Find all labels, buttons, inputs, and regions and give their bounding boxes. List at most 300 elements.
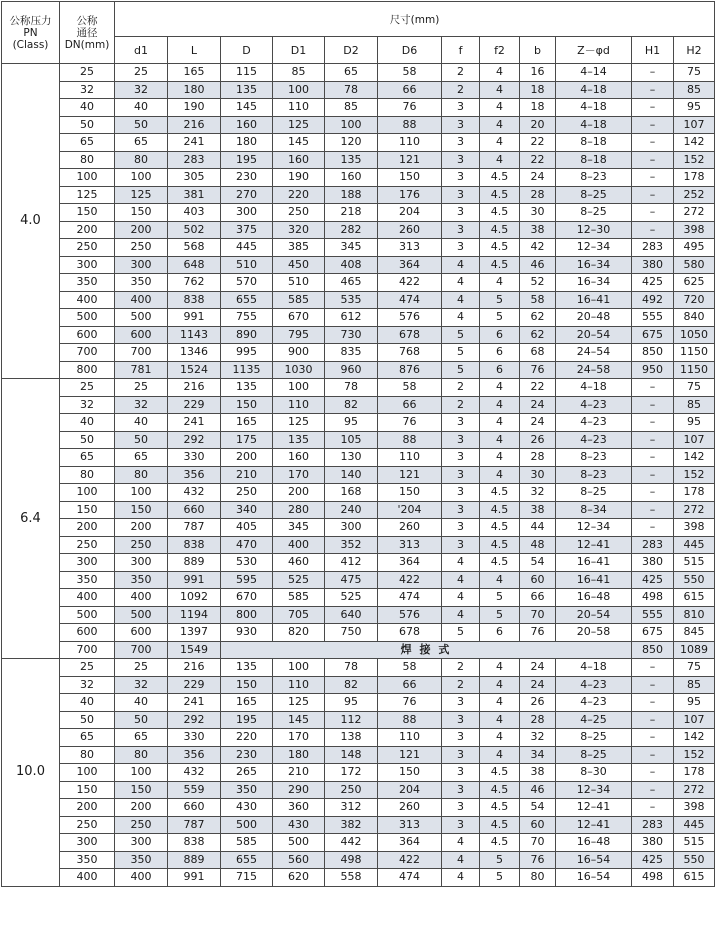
dimension-cell: 66 xyxy=(378,676,442,694)
dimension-cell: 4 xyxy=(480,134,520,152)
dimension-cell: 110 xyxy=(378,134,442,152)
dimension-cell: – xyxy=(632,379,674,397)
dimension-cell: 40 xyxy=(115,694,168,712)
dimension-cell: 655 xyxy=(221,291,273,309)
dimension-cell: 2 xyxy=(442,81,480,99)
dimension-cell: 148 xyxy=(325,746,378,764)
dimension-cell: 150 xyxy=(115,501,168,519)
dimension-cell: 510 xyxy=(221,256,273,274)
dn-cell: 350 xyxy=(60,571,115,589)
header-col-l: L xyxy=(168,37,221,64)
dimension-cell: 38 xyxy=(520,764,556,782)
dn-cell: 50 xyxy=(60,711,115,729)
dimension-cell: 3 xyxy=(442,501,480,519)
dimension-cell: 352 xyxy=(325,536,378,554)
dimension-cell: 559 xyxy=(168,781,221,799)
dimension-cell: 475 xyxy=(325,571,378,589)
dimension-cell: 28 xyxy=(520,449,556,467)
dimension-cell: 180 xyxy=(273,746,325,764)
dimension-cell: 8–34 xyxy=(556,501,632,519)
dimension-cell: – xyxy=(632,116,674,134)
dimension-cell: 313 xyxy=(378,536,442,554)
dimension-cell: 660 xyxy=(168,799,221,817)
dimension-cell: 850 xyxy=(632,641,674,659)
dimension-cell: 1092 xyxy=(168,589,221,607)
dimension-cell: 555 xyxy=(632,309,674,327)
dimension-cell: 4 xyxy=(480,746,520,764)
dimension-cell: 4–18 xyxy=(556,99,632,117)
dimension-cell: 715 xyxy=(221,869,273,887)
dn-cell: 25 xyxy=(60,64,115,82)
dimension-cell: 422 xyxy=(378,571,442,589)
dimension-cell: 890 xyxy=(221,326,273,344)
dimension-cell: 1150 xyxy=(674,361,715,379)
dimension-cell: 250 xyxy=(115,536,168,554)
dn-cell: 32 xyxy=(60,81,115,99)
dn-cell: 300 xyxy=(60,256,115,274)
dimension-cell: 115 xyxy=(221,64,273,82)
dimension-cell: 400 xyxy=(115,589,168,607)
dimension-cell: 425 xyxy=(632,571,674,589)
dn-cell: 600 xyxy=(60,624,115,642)
dimension-cell: 835 xyxy=(325,344,378,362)
table-row xyxy=(2,309,715,327)
dimension-cell: 52 xyxy=(520,274,556,292)
dimension-cell: 555 xyxy=(632,606,674,624)
header-col-d: D xyxy=(221,37,273,64)
dimension-cell: 4.5 xyxy=(480,799,520,817)
dn-cell: 500 xyxy=(60,606,115,624)
table-row xyxy=(2,746,715,764)
dimension-cell: 165 xyxy=(221,694,273,712)
dimension-cell: 150 xyxy=(221,676,273,694)
dimension-cell: 422 xyxy=(378,851,442,869)
dimension-cell: 195 xyxy=(221,711,273,729)
dimension-cell: 400 xyxy=(115,869,168,887)
header-size: 尺寸(mm) xyxy=(115,2,715,37)
dimension-cell: 252 xyxy=(674,186,715,204)
dimension-cell: 110 xyxy=(273,99,325,117)
dimension-cell: 840 xyxy=(674,309,715,327)
dimension-cell: 75 xyxy=(674,379,715,397)
dimension-cell: 4 xyxy=(480,659,520,677)
dimension-cell: 152 xyxy=(674,151,715,169)
dimension-cell: 3 xyxy=(442,204,480,222)
dimension-cell: 558 xyxy=(325,869,378,887)
dimension-cell: 58 xyxy=(378,64,442,82)
dimension-cell: 34 xyxy=(520,746,556,764)
dimension-cell: 130 xyxy=(325,449,378,467)
dimension-cell: 787 xyxy=(168,519,221,537)
dn-cell: 32 xyxy=(60,676,115,694)
dimension-cell: 705 xyxy=(273,606,325,624)
dimension-cell: 4 xyxy=(480,274,520,292)
dimension-cell: – xyxy=(632,414,674,432)
dimension-cell: 180 xyxy=(168,81,221,99)
dimension-cell: 292 xyxy=(168,431,221,449)
dimension-cell: 12–30 xyxy=(556,221,632,239)
dimension-cell: 100 xyxy=(115,169,168,187)
dimension-cell: 3 xyxy=(442,799,480,817)
dimension-cell: – xyxy=(632,694,674,712)
dimension-cell: 20 xyxy=(520,116,556,134)
table-header xyxy=(2,2,715,64)
dimension-cell: 54 xyxy=(520,799,556,817)
dimension-cell: 445 xyxy=(221,239,273,257)
dn-cell: 250 xyxy=(60,536,115,554)
table-row xyxy=(2,81,715,99)
dimension-cell: 160 xyxy=(273,449,325,467)
dimension-cell: 1346 xyxy=(168,344,221,362)
dimension-cell: 422 xyxy=(378,274,442,292)
dn-cell: 65 xyxy=(60,449,115,467)
dimension-cell: 20–54 xyxy=(556,326,632,344)
dimension-cell: 121 xyxy=(378,466,442,484)
dimension-cell: 230 xyxy=(221,169,273,187)
dimension-cell: 165 xyxy=(168,64,221,82)
dimension-cell: 140 xyxy=(325,466,378,484)
dimension-cell: 4.5 xyxy=(480,484,520,502)
dimension-cell: – xyxy=(632,711,674,729)
dimension-cell: 22 xyxy=(520,379,556,397)
dimension-cell: 3 xyxy=(442,781,480,799)
dimension-cell: 216 xyxy=(168,659,221,677)
dimension-cell: 8–18 xyxy=(556,151,632,169)
dimension-cell: – xyxy=(632,764,674,782)
dimension-cell: 85 xyxy=(674,676,715,694)
dimension-cell: 5 xyxy=(442,344,480,362)
dimension-cell: 4.5 xyxy=(480,536,520,554)
dimension-cell: – xyxy=(632,169,674,187)
dimension-cell: 4–23 xyxy=(556,676,632,694)
dimension-cell: 250 xyxy=(325,781,378,799)
dn-cell: 150 xyxy=(60,781,115,799)
dimension-cell: 810 xyxy=(674,606,715,624)
dimension-cell: 500 xyxy=(221,816,273,834)
dn-cell: 150 xyxy=(60,204,115,222)
dimension-cell: – xyxy=(632,431,674,449)
dimension-cell: 375 xyxy=(221,221,273,239)
dn-cell: 25 xyxy=(60,659,115,677)
dimension-cell: 229 xyxy=(168,396,221,414)
dimension-cell: 145 xyxy=(221,99,273,117)
table-row xyxy=(2,606,715,624)
table-row xyxy=(2,676,715,694)
dimension-cell: 110 xyxy=(378,449,442,467)
dimension-cell: 229 xyxy=(168,676,221,694)
dimension-cell: 4.5 xyxy=(480,221,520,239)
dimension-cell: 750 xyxy=(325,624,378,642)
dimension-cell: 25 xyxy=(115,64,168,82)
dimension-cell: 889 xyxy=(168,554,221,572)
dimension-cell: 474 xyxy=(378,869,442,887)
dimension-cell: 380 xyxy=(632,834,674,852)
dn-cell: 50 xyxy=(60,431,115,449)
dimension-cell: 195 xyxy=(221,151,273,169)
dimension-cell: 4 xyxy=(442,589,480,607)
dimension-cell: 580 xyxy=(674,256,715,274)
header-col-f: f xyxy=(442,37,480,64)
dimension-cell: 260 xyxy=(378,799,442,817)
dimension-cell: 4 xyxy=(442,554,480,572)
dimension-cell: 283 xyxy=(632,239,674,257)
dimension-cell: 46 xyxy=(520,256,556,274)
dimension-cell: 16–41 xyxy=(556,571,632,589)
dimension-cell: 85 xyxy=(273,64,325,82)
dimension-cell: 535 xyxy=(325,291,378,309)
dimension-cell: 107 xyxy=(674,116,715,134)
dimension-cell: 4–23 xyxy=(556,396,632,414)
dimension-cell: 12–41 xyxy=(556,536,632,554)
dimension-cell: 1549 xyxy=(168,641,221,659)
dimension-cell: 175 xyxy=(221,431,273,449)
dimension-cell: 1150 xyxy=(674,344,715,362)
dimension-cell: 172 xyxy=(325,764,378,782)
dimension-cell: 4–25 xyxy=(556,711,632,729)
dimension-cell: 615 xyxy=(674,869,715,887)
dimension-cell: 4.5 xyxy=(480,834,520,852)
dimension-cell: – xyxy=(632,781,674,799)
dimension-cell: 24 xyxy=(520,414,556,432)
dimension-cell: 95 xyxy=(674,99,715,117)
dimension-cell: 400 xyxy=(115,291,168,309)
dimension-cell: 4.5 xyxy=(480,204,520,222)
dimension-cell: 26 xyxy=(520,431,556,449)
table-row xyxy=(2,711,715,729)
dimension-cell: 381 xyxy=(168,186,221,204)
dimension-cell: 364 xyxy=(378,256,442,274)
dimension-cell: 60 xyxy=(520,816,556,834)
dimension-cell: 4–18 xyxy=(556,81,632,99)
dimension-cell: 991 xyxy=(168,571,221,589)
dimension-cell: 612 xyxy=(325,309,378,327)
table-row xyxy=(2,449,715,467)
dimension-cell: 300 xyxy=(115,834,168,852)
dimension-cell: 889 xyxy=(168,851,221,869)
dn-cell: 65 xyxy=(60,729,115,747)
dimension-cell: 442 xyxy=(325,834,378,852)
header-col-d6: D6 xyxy=(378,37,442,64)
dimension-cell: 2 xyxy=(442,64,480,82)
dimension-cell: 600 xyxy=(115,624,168,642)
dimension-cell: 568 xyxy=(168,239,221,257)
dn-cell: 700 xyxy=(60,344,115,362)
dn-cell: 400 xyxy=(60,291,115,309)
dimension-cell: 525 xyxy=(325,589,378,607)
dimension-cell: 110 xyxy=(378,729,442,747)
dimension-cell: 78 xyxy=(325,81,378,99)
dimension-cell: 3 xyxy=(442,169,480,187)
dimension-cell: 150 xyxy=(221,396,273,414)
dimension-cell: 8–23 xyxy=(556,449,632,467)
dimension-cell: 100 xyxy=(273,379,325,397)
dn-cell: 100 xyxy=(60,764,115,782)
dimension-cell: 125 xyxy=(273,694,325,712)
dimension-cell: 200 xyxy=(221,449,273,467)
dimension-cell: 105 xyxy=(325,431,378,449)
dimension-cell: 460 xyxy=(273,554,325,572)
dimension-cell: 280 xyxy=(273,501,325,519)
dimension-cell: 250 xyxy=(115,816,168,834)
dimension-cell: 4 xyxy=(442,851,480,869)
pressure-class-cell: 10.0 xyxy=(2,659,60,887)
table-row xyxy=(2,816,715,834)
dimension-cell: 20–54 xyxy=(556,606,632,624)
dimension-cell: 4 xyxy=(480,711,520,729)
dimension-cell: 107 xyxy=(674,431,715,449)
dimension-cell: 498 xyxy=(632,589,674,607)
dimension-cell: 88 xyxy=(378,431,442,449)
dimension-cell: 432 xyxy=(168,484,221,502)
dimension-cell: 755 xyxy=(221,309,273,327)
dimension-cell: 470 xyxy=(221,536,273,554)
dimension-cell: 660 xyxy=(168,501,221,519)
dimension-cell: 60 xyxy=(520,571,556,589)
dimension-cell: 3 xyxy=(442,746,480,764)
dimension-cell: 3 xyxy=(442,239,480,257)
table-row xyxy=(2,589,715,607)
dimension-cell: 48 xyxy=(520,536,556,554)
dimension-cell: 218 xyxy=(325,204,378,222)
dimension-cell: 283 xyxy=(632,536,674,554)
header-dn: 公称 通径 DN(mm) xyxy=(60,2,115,64)
dimension-cell: – xyxy=(632,676,674,694)
dimension-cell: 24 xyxy=(520,676,556,694)
dimension-cell: 5 xyxy=(480,606,520,624)
dimension-cell: 2 xyxy=(442,676,480,694)
dimension-cell: 345 xyxy=(273,519,325,537)
dimension-cell: 4 xyxy=(442,834,480,852)
dimension-cell: 100 xyxy=(273,659,325,677)
dimension-cell: 4 xyxy=(480,449,520,467)
dimension-cell: 75 xyxy=(674,659,715,677)
dimension-cell: 168 xyxy=(325,484,378,502)
dimension-cell: 272 xyxy=(674,501,715,519)
dimension-cell: 76 xyxy=(378,414,442,432)
dimension-cell: 135 xyxy=(273,431,325,449)
dimension-cell: 4 xyxy=(480,396,520,414)
dimension-cell: 4.5 xyxy=(480,764,520,782)
dimension-cell: 24–54 xyxy=(556,344,632,362)
dimension-cell: – xyxy=(632,659,674,677)
table-row xyxy=(2,379,715,397)
dimension-cell: 80 xyxy=(115,151,168,169)
dimension-cell: 100 xyxy=(325,116,378,134)
dimension-cell: 121 xyxy=(378,151,442,169)
dimension-cell: 25 xyxy=(115,659,168,677)
dimension-cell: – xyxy=(632,501,674,519)
dimension-cell: 24 xyxy=(520,659,556,677)
dn-cell: 150 xyxy=(60,501,115,519)
dimension-cell: 30 xyxy=(520,204,556,222)
dimension-cell: 80 xyxy=(115,746,168,764)
dimension-cell: 8–25 xyxy=(556,204,632,222)
dimension-cell: 150 xyxy=(378,169,442,187)
dimension-cell: 3 xyxy=(442,816,480,834)
dimension-cell: 220 xyxy=(273,186,325,204)
dimension-cell: 350 xyxy=(115,274,168,292)
dimension-cell: 12–41 xyxy=(556,799,632,817)
dimension-cell: 960 xyxy=(325,361,378,379)
dimension-cell: 216 xyxy=(168,379,221,397)
dimension-cell: 995 xyxy=(221,344,273,362)
dimension-cell: 3 xyxy=(442,484,480,502)
dimension-cell: 152 xyxy=(674,746,715,764)
dimension-cell: 408 xyxy=(325,256,378,274)
table-row xyxy=(2,326,715,344)
dimension-cell: 78 xyxy=(325,659,378,677)
dimension-cell: 240 xyxy=(325,501,378,519)
dimension-cell: 76 xyxy=(520,851,556,869)
dimension-cell: 12–34 xyxy=(556,239,632,257)
dimension-cell: 85 xyxy=(325,99,378,117)
dimension-cell: 474 xyxy=(378,291,442,309)
dimension-cell: 272 xyxy=(674,204,715,222)
dimension-cell: 216 xyxy=(168,116,221,134)
dimension-cell: 4 xyxy=(480,64,520,82)
table-row xyxy=(2,624,715,642)
dimension-cell: 1030 xyxy=(273,361,325,379)
dimension-cell: 82 xyxy=(325,396,378,414)
dimension-cell: 142 xyxy=(674,729,715,747)
table-row xyxy=(2,291,715,309)
dimension-cell: 54 xyxy=(520,554,556,572)
table-row xyxy=(2,519,715,537)
table-row xyxy=(2,869,715,887)
dimension-cell: 50 xyxy=(115,711,168,729)
dimension-cell: 4 xyxy=(442,571,480,589)
dimension-cell: 8–25 xyxy=(556,186,632,204)
dimension-cell: 58 xyxy=(378,659,442,677)
dimension-cell: – xyxy=(632,186,674,204)
table-row xyxy=(2,764,715,782)
dimension-cell: 26 xyxy=(520,694,556,712)
dimension-cell: 4–23 xyxy=(556,431,632,449)
dn-cell: 500 xyxy=(60,309,115,327)
dimension-cell: 398 xyxy=(674,519,715,537)
dimension-cell: 138 xyxy=(325,729,378,747)
table-row xyxy=(2,151,715,169)
dimension-cell: 398 xyxy=(674,799,715,817)
dimension-cell: 950 xyxy=(632,361,674,379)
dimension-cell: 4–23 xyxy=(556,414,632,432)
dimension-cell: 350 xyxy=(221,781,273,799)
dn-cell: 65 xyxy=(60,134,115,152)
dimension-cell: 465 xyxy=(325,274,378,292)
dimension-cell: 474 xyxy=(378,589,442,607)
dimension-cell: – xyxy=(632,134,674,152)
dimension-cell: 300 xyxy=(115,554,168,572)
dimension-cell: 8–25 xyxy=(556,746,632,764)
dimension-cell: 283 xyxy=(168,151,221,169)
dimension-cell: 62 xyxy=(520,326,556,344)
dimension-cell: 515 xyxy=(674,834,715,852)
dimension-cell: 250 xyxy=(221,484,273,502)
dimension-cell: – xyxy=(632,221,674,239)
dimension-cell: 282 xyxy=(325,221,378,239)
dimension-cell: 4 xyxy=(480,99,520,117)
dimension-cell: 16–41 xyxy=(556,291,632,309)
dimension-cell: 44 xyxy=(520,519,556,537)
table-row xyxy=(2,274,715,292)
dimension-cell: 4 xyxy=(480,676,520,694)
dimension-cell: 400 xyxy=(273,536,325,554)
table-row xyxy=(2,781,715,799)
dimension-cell: 20–58 xyxy=(556,624,632,642)
dimension-cell: 38 xyxy=(520,221,556,239)
table-row xyxy=(2,694,715,712)
dimension-cell: 6 xyxy=(480,344,520,362)
